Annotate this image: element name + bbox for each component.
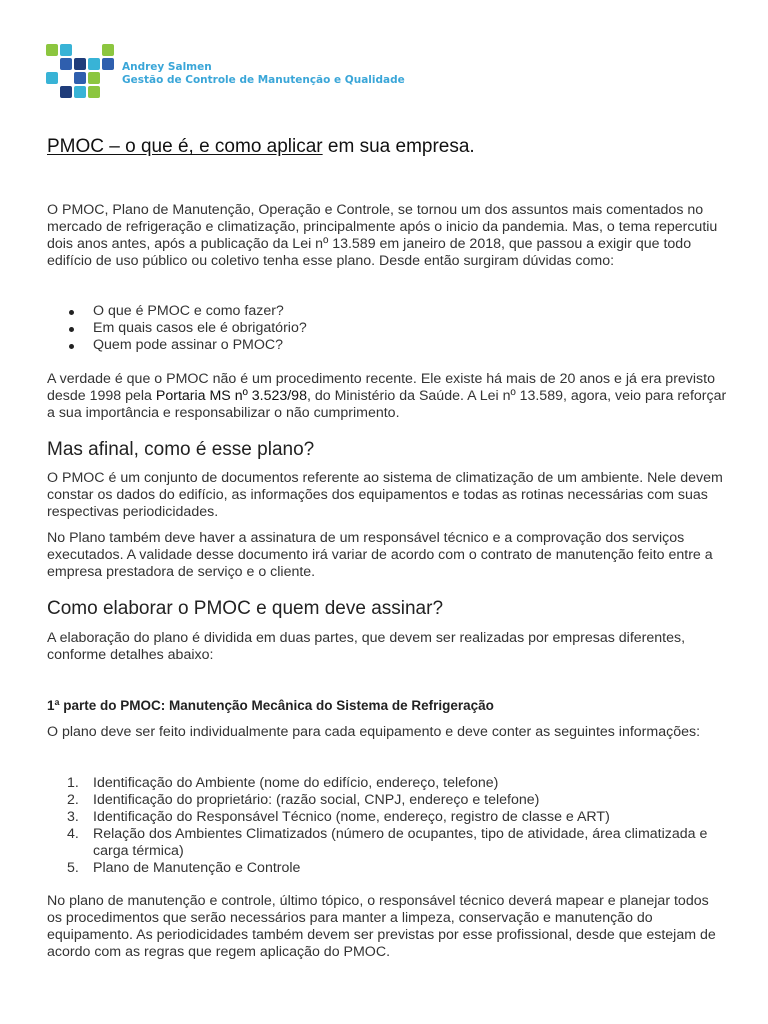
portaria-reference: Portaria MS nº 3.523/98 — [155, 388, 307, 404]
page-title-underlined: PMOC – o que é, e como aplicar — [47, 136, 323, 157]
brand-name: Andrey Salmen — [122, 61, 212, 73]
section2-paragraph-3: No plano de manutenção e controle, último tópico, o responsável técnico deverá mapear e planejar todos os procedimentos que serão necessários para manter a limpeza, conservação e manutenção do equipamento. As periodicidades também devem ser previstas por esse profissional, desde que estejam de acordo com as regras que regem aplicação do PMOC. — [47, 893, 716, 960]
section1-paragraph-2: No Plano também deve haver a assinatura de um responsável técnico e a comprovação dos serviços executados. A validade desse documento irá variar de acordo com o contrato de manutenção feito entre a empresa prestadora de serviço e o cliente. — [47, 530, 713, 580]
brand-block — [122, 61, 405, 87]
page-title — [47, 136, 475, 158]
section2-paragraph-1: A elaboração do plano é dividida em duas partes, que devem ser realizadas por empresas diferentes, conforme detalhes abaixo: — [47, 630, 686, 663]
subsection-heading: 1ª parte do PMOC: Manutenção Mecânica do Sistema de Refrigeração — [47, 698, 494, 713]
list-item: 5. Plano de Manutenção e Controle — [67, 860, 301, 876]
truth-paragraph: A verdade é que o PMOC não é um procedimento recente. Ele existe há mais de 20 anos e já era previsto desde 1998 pela Portaria MS nº 3.523/98, do Ministério da Saúde. A Lei nº 13.589, agora, veio para reforçar a sua importância e responsabilizar o não cumprimento. — [47, 371, 727, 421]
section2-paragraph-2: O plano deve ser feito individualmente para cada equipamento e deve conter as seguintes informações: — [47, 724, 701, 740]
list-item: Em quais casos ele é obrigatório? — [47, 320, 727, 337]
list-item: 2. Identificação do proprietário: (razão social, CNPJ, endereço e telefone) — [67, 792, 540, 808]
section-heading-elaborar: Como elaborar o PMOC e quem deve assinar? — [47, 598, 444, 619]
list-item: O que é PMOC e como fazer? — [47, 303, 727, 320]
list-item: 3. Identificação do Responsável Técnico (nome, endereço, registro de classe e ART) — [67, 809, 610, 825]
bullet-icon — [69, 310, 74, 315]
brand-tagline: Gestão de Controle de Manutenção e Qualidade — [122, 74, 405, 86]
intro-paragraph: O PMOC, Plano de Manutenção, Operação e Controle, se tornou um dos assuntos mais comentados no mercado de refrigeração e climatização, principalmente após o inicio da pandemia. Mas, o tema repercutiu dois anos antes, após a publicação da Lei nº 13.589 em janeiro de 2018, que passou a exigir que todo edifício de uso público ou coletivo tenha esse plano. Desde então surgiram dúvidas como: — [47, 202, 718, 269]
section1-paragraph-1: O PMOC é um conjunto de documentos referente ao sistema de climatização de um ambiente. Nele devem constar os dados do edifício, as informações dos equipamentos e todas as rotinas necessárias com suas respectivas periodicidades. — [47, 470, 723, 520]
bullet-icon — [69, 327, 74, 332]
bullet-icon — [69, 344, 74, 349]
list-item: 1. Identificação do Ambiente (nome do edifício, endereço, telefone) — [67, 775, 499, 791]
list-item: 4. Relação dos Ambientes Climatizados (número de ocupantes, tipo de atividade, área climatizada e carga térmica) — [67, 826, 708, 859]
questions-list — [47, 303, 727, 354]
company-logo-icon — [44, 42, 124, 106]
page-title-rest: em sua empresa. — [322, 136, 475, 157]
section-heading-plano: Mas afinal, como é esse plano? — [47, 439, 315, 460]
info-items-list — [47, 775, 727, 877]
list-item: Quem pode assinar o PMOC? — [47, 337, 727, 354]
